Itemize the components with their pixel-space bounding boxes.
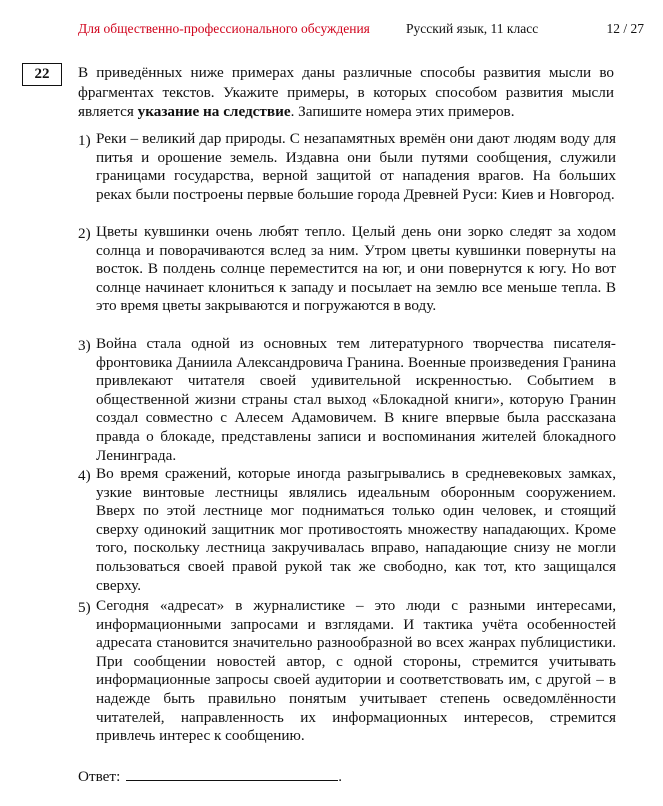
example-text: Сегодня «адресат» в журналистике – это люди с разными интересами, информационными запросами и взглядами. И тактика учёта особенностей адресата становится значительно разнообразной во всех жанрах публицистики. При сообщении новостей автор, с одной стороны, стремится учитывать информационные запросы своей аудитории и соответствовать им, с другой – в надежде быть правильно понятым учитывает степень осведомлённости читателей, направленность их информационных интересов, стремится привлечь интерес к сообщению.	[96, 597, 616, 745]
task-instructions	[78, 63, 614, 122]
instructions-text: В приведённых ниже примерах даны различные способы развития мысли во фрагментах текстов. Укажите примеры, в которых способом развития мысли является	[78, 64, 614, 120]
answer-row	[78, 766, 342, 786]
answer-label: Ответ:	[78, 768, 121, 785]
example-number: 4)	[78, 467, 91, 484]
header-subject: Русский язык, 11 класс	[406, 21, 539, 36]
example-text: Война стала одной из основных тем литературного творчества писателя-фронтовика Даниила Александровича Гранина. Военные произведения Гранина привлекают читателя своей удивительной искренностью. Событием в общественной жизни страны стал выход «Блокадной книги», которую Гранин создал совместно с Алесем Адамовичем. В книге впервые была рассказана правда о блокаде, представлены записи и воспоминания жителей блокадного Ленинграда.	[96, 335, 616, 464]
example-number: 5)	[78, 599, 91, 616]
example-item-1	[78, 130, 616, 204]
example-text: Во время сражений, которые иногда разыгрывались в средневековых замках, узкие винтовые лестницы являлись идеальным оборонным сооружением. Вверх по этой лестнице мог подниматься только один человек, и стоящий сверху одинокий защитник мог противостоять множеству нападающих. Кроме того, поскольку лестница закручивалась вправо, нападающие снизу не могли пользоваться своей правой рукой так же свободно, как тот, кто защищался сверху.	[96, 465, 616, 594]
example-item-4	[78, 465, 616, 595]
example-text: Реки – великий дар природы. С незапамятных времён они дают людям воду для питья и орошение земель. Издавна они были путями сообщения, служили границами государства, верной защитой от нападения врагов. На больших реках были построены первые большие города Древней Руси: Киев и Новгород.	[96, 130, 616, 203]
example-text: Цветы кувшинки очень любят тепло. Целый день они зорко следят за ходом солнца и поворачиваются вслед за ним. Утром цветы кувшинки повернуты на восток. В полдень солнце переместится на юг, и они повернутся к югу. Но вот солнце начинает клониться к западу и посылает на землю все меньше тепла. В это время цветы закрываются и погружаются в воду.	[96, 223, 616, 315]
example-item-3	[78, 335, 616, 465]
example-number: 3)	[78, 337, 91, 354]
instructions-emphasis: указание на следствие	[137, 103, 291, 120]
example-number: 1)	[78, 132, 91, 149]
page-number: 12 / 27	[606, 21, 644, 36]
answer-end: .	[338, 768, 343, 785]
header-note: Для общественно-профессионального обсуждения	[78, 21, 370, 36]
instructions-text-end: . Запишите номера этих примеров.	[290, 103, 515, 120]
page-header	[78, 21, 644, 41]
task-number-box: 22	[22, 63, 62, 86]
example-item-5	[78, 597, 616, 746]
answer-field[interactable]	[126, 766, 338, 781]
example-number: 2)	[78, 225, 91, 242]
example-item-2	[78, 223, 616, 316]
